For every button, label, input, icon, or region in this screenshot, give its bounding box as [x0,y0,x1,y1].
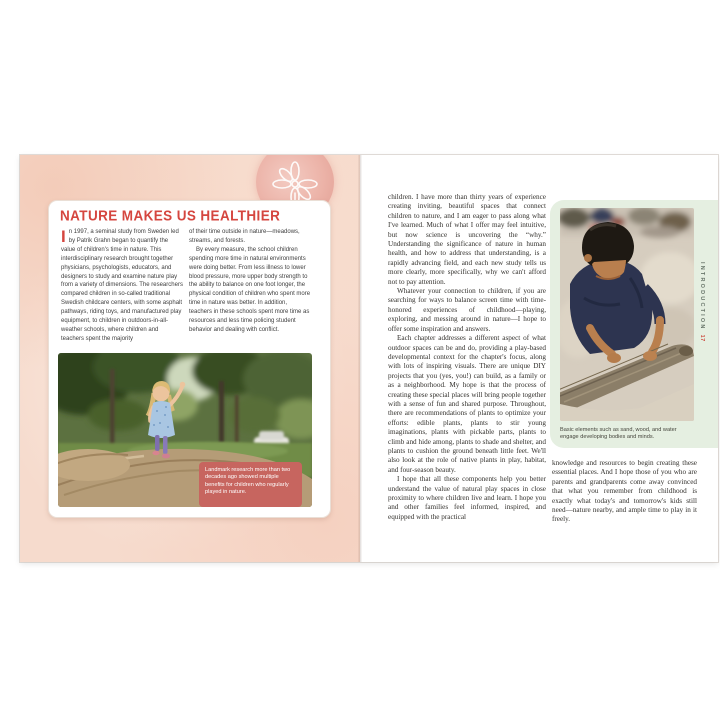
paragraph: of their time outside in nature—meadows, streams, and forests. [189,229,300,244]
paragraph: children. I have more than thirty years of experience creating inviting, beautiful spaces that connect children to nature, and I am eager to pass along what I've learned. Much of what I offer may feel intuitive, but now science is uncovering the “why.” Understanding the significance of nature in human health, and how to address that understanding, is a rapidly advancing field, and each new study tells us more clearly, more specifically, why we can't afford not to pay attention. [388,193,546,286]
photo-caption-right: Basic elements such as sand, wood, and water engage developing bodies and minds. [560,427,677,441]
paragraph: Each chapter addresses a different aspect of what outdoor spaces can be and do, providing a play-based developmental context for the chapter's focus, along with lots of inspiring visuals. There are unique DIY projects that you (yes, you!) can build, as a family or as a neighborhood. My hope is that the process of creating these special places will bring people together with a sense of fun and shared purpose. Throughout, there are recommendations of plants to optimize your efforts: edible plants, plants to stir young imaginations, plants with pickable parts, plants to climb and hide among, plants to shade and shelter, and plants to cushion the ground beneath little feet. We'll also look at the role of native plants in play, habitat, and four-season beauty. [388,334,546,474]
article-card [48,200,331,518]
article-column-1 [61,228,183,344]
paragraph: I hope that all these components help you better understand the value of natural play spaces in close proximity to where children live and learn. I hope you and other families feel informed, inspired, and equipped with the practical [388,475,546,521]
left-page [20,155,360,562]
paragraph-text: n 1997, a seminal study from Sweden led by Patrik Grahn began to quantify the value of children's time in nature. This interdisciplinary research brought together physicians, psychologists, educators, and designers to study and examine nature play from a variety of dimensions. The researchers compared children in so-called traditional Swedish childcare centers, with some asphalt pathways, riding toys, and manufactured play equipment, to children in outdoors-in-all-weather schools, where children and teachers spent the majority [61,229,183,342]
paragraph: knowledge and resources to begin creating these essential places. And I hope those of you who are parents and grandparents come away convinced that what you remember from childhood is exactly what today's and tomorrow's kids still need—nature nearby, and ample time to play in it freely. [552,459,697,524]
right-page [360,155,718,562]
article-column-2 [189,228,311,335]
photo-boy-sand [560,208,694,421]
drop-cap: I [61,227,66,246]
body-column-2 [552,459,697,525]
caption-text: Landmark research more than two decades ago showed multiple benefits for children who regularly played in nature. [205,467,291,495]
article-title: NATURE MAKES US HEALTHIER [60,207,281,224]
chapter-tab [699,262,705,342]
book-spread [20,155,718,562]
right-photo-illustration [560,208,694,421]
chapter-tab-label: INTRODUCTION [699,262,705,331]
paragraph [61,228,183,344]
photo-child-on-log [58,353,312,507]
paragraph: By every measure, the school children spending more time in natural environments were doing better. From less illness to lower blood pressure, more upper body strength to the ability to balance on one foot longer, the physical condition of children who spent more time in nature was better. In addition, teachers in these schools spent more time as resources and less time policing student behavior and dealing with conflict. [189,246,311,333]
page-number: 17 [699,334,705,342]
page-gutter [358,155,362,562]
paragraph: Whatever your connection to children, if you are searching for ways to balance screen time with time-honored experiences of childhood—playing, exploring, and messing around in nature—I hope to offer some inspiration and answers. [388,287,546,333]
body-column-1 [388,193,546,522]
photo-caption-left [199,462,302,507]
